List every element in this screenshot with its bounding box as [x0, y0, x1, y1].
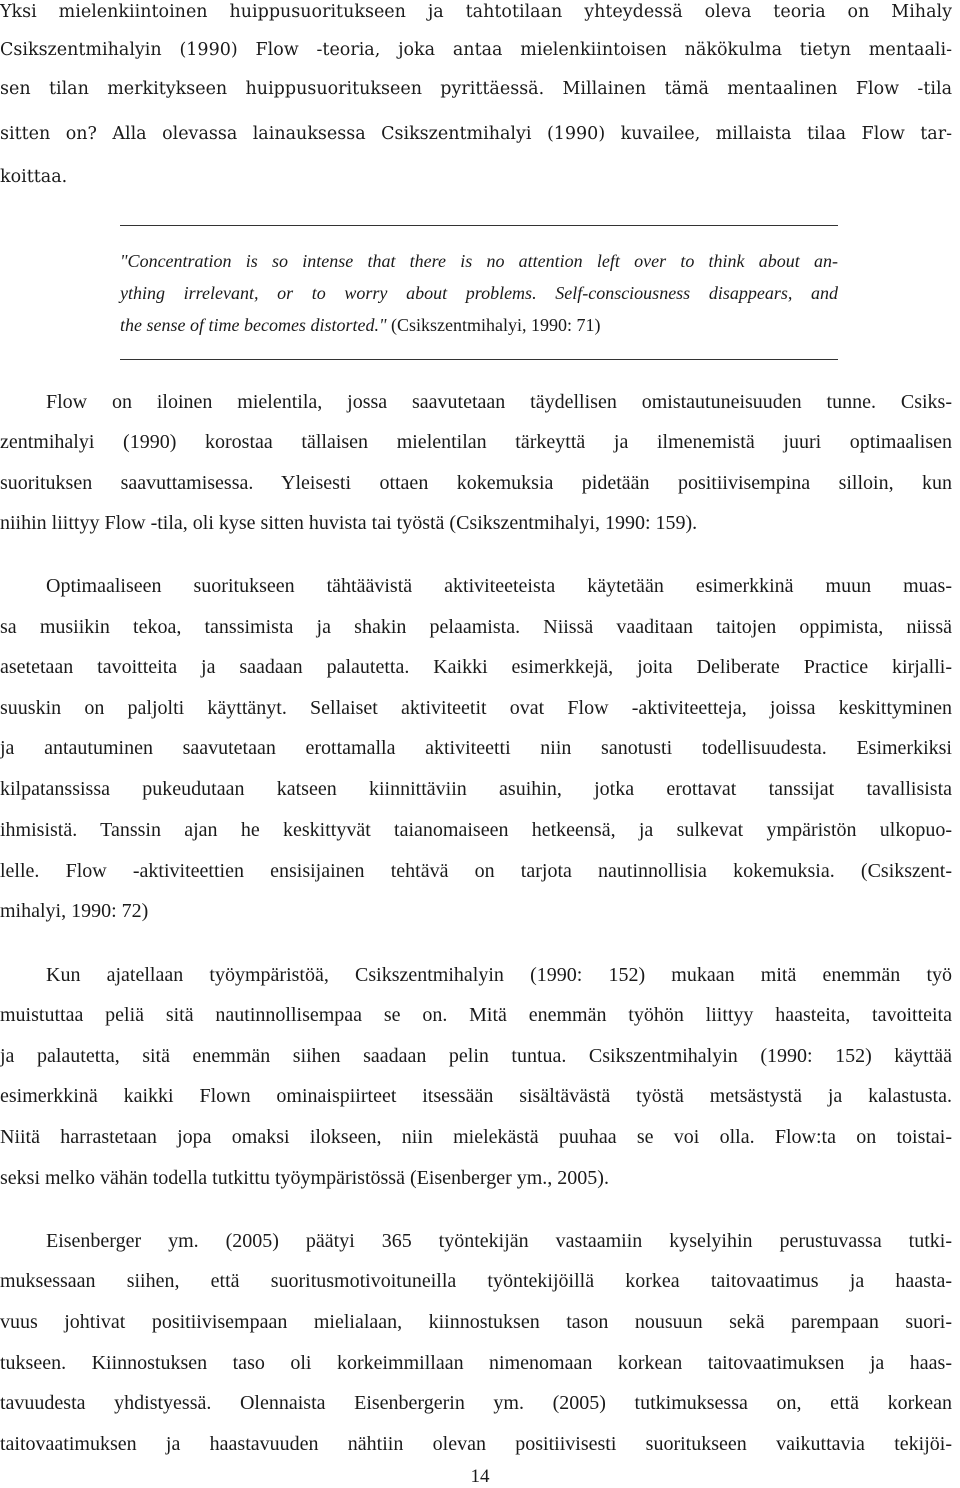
quote-line: the sense of time becomes distorted." [120, 315, 387, 335]
quote-top-rule [120, 225, 838, 226]
paragraph-line: Kun ajatellaan työympäristöä, Csikszentmihalyin (1990: 152) mukaan mitä enemmän työ [46, 964, 952, 986]
page-number: 14 [470, 1466, 490, 1487]
paragraph-line: asetetaan tavoitteita ja saadaan palautetta. Kaikki esimerkkejä, joita Deliberate Practice kirjalli- [0, 656, 952, 678]
paragraph-line: mihalyi, 1990: 72) [0, 900, 149, 922]
paragraph-line: vuus johtivat positiivisempaan mielialaan, kiinnostuksen tason nousuun sekä parempaan suori- [0, 1311, 952, 1333]
paragraph-line: Eisenberger ym. (2005) päätyi 365 työntekijän vastaamiin kyselyihin perustuvassa tutki- [46, 1230, 952, 1252]
paragraph-line: ja palautetta, sitä enemmän siihen saadaan pelin tuntua. Csikszentmihalyin (1990: 152) käyttää [0, 1045, 952, 1067]
intro-line: Yksi mielenkiintoinen huippusuoritukseen ja tahtotilaan yhteydessä oleva teoria on Mihaly [0, 2, 952, 22]
paragraph-line: muistuttaa peliä sitä nautinnollisempaa se on. Mitä enemmän työhön liittyy haasteita, tavoitteita [0, 1004, 952, 1026]
intro-line: koittaa. [0, 167, 68, 187]
quote-citation: (Csikszentmihalyi, 1990: 71) [391, 315, 601, 335]
paragraph-line: taitovaatimuksen ja haastavuuden nähtiin olevan positiivisesti suoritukseen vaikuttavia tekijöi- [0, 1433, 952, 1455]
paragraph-line: niihin liittyy Flow -tila, oli kyse sitten huvista tai työstä (Csikszentmihalyi, 1990: 159). [0, 512, 698, 534]
paragraph-line: tavuudesta yhdistyessä. Olennaista Eisenbergerin ym. (2005) tutkimuksessa on, että korkean [0, 1392, 952, 1414]
paragraph-line: esimerkkinä kaikki Flown ominaispiirteet itsessään sisältävästä työstä metsästystä ja kalastusta. [0, 1085, 952, 1107]
paragraph-line: suuskin on paljolti käyttänyt. Sellaiset aktiviteetit ovat Flow -aktiviteetteja, joissa keskittyminen [0, 697, 952, 719]
paragraph-line: seksi melko vähän todella tutkittu työympäristössä (Eisenberger ym., 2005). [0, 1167, 609, 1189]
intro-line: sitten on? Alla olevassa lainauksessa Csikszentmihalyi (1990) kuvailee, millaista tilaa Flow tar- [0, 124, 952, 144]
paragraph-line: tukseen. Kiinnostuksen taso oli korkeimmillaan nimenomaan korkean taitovaatimuksen ja haas- [0, 1352, 952, 1374]
quote-bottom-rule [120, 359, 838, 360]
quote-line: "Concentration is so intense that there is no attention left over to think about an- [120, 251, 838, 271]
paragraph-line: Optimaaliseen suoritukseen tähtäävistä aktiviteeteista käytetään esimerkkinä muun muas- [46, 575, 952, 597]
paragraph-line: ihmisistä. Tanssin ajan he keskittyvät taianomaiseen hetkeensä, ja sulkevat ympäristön ulkopuo- [0, 819, 952, 841]
paragraph-line: kilpatanssissa pukeudutaan katseen kiinnittäviin asuihin, jotka erottavat tanssijat tavallisista [0, 778, 952, 800]
paragraph-line: muksessaan siihen, että suoritusmotivoituneilla työntekijöillä korkea taitovaatimus ja haasta- [0, 1270, 952, 1292]
quote-line: ything irrelevant, or to worry about problems. Self-consciousness disappears, and [120, 283, 838, 303]
intro-line: Csikszentmihalyin (1990) Flow -teoria, joka antaa mielenkiintoisen näkökulma tietyn mentaali- [0, 40, 952, 60]
paragraph-line: Flow on iloinen mielentila, jossa saavutetaan täydellisen omistautuneisuuden tunne. Csiks- [46, 391, 952, 413]
paragraph-line: suorituksen saavuttamisessa. Yleisesti ottaen kokemuksia pidetään positiivisempina silloin, kun [0, 472, 952, 494]
paragraph-line: lelle. Flow -aktiviteettien ensisijainen tehtävä on tarjota nautinnollisia kokemuksia. (Csikszent- [0, 860, 952, 882]
paragraph-line: Niitä harrastetaan jopa omaksi ilokseen, niin mielekästä puuhaa se voi olla. Flow:ta on toistai- [0, 1126, 952, 1148]
paragraph-line: sa musiikin tekoa, tanssimista ja shakin pelaamista. Niissä vaaditaan taitojen oppimista, niissä [0, 616, 952, 638]
paragraph-line: zentmihalyi (1990) korostaa tällaisen mielentilan tärkeyttä ja ilmenemistä juuri optimaalisen [0, 431, 952, 453]
quote-line-last [120, 310, 838, 340]
intro-line: sen tilan merkitykseen huippusuoritukseen pyrittäessä. Millainen tämä mentaalinen Flow -tila [0, 79, 952, 99]
paragraph-line: ja antautuminen saavutetaan erottamalla aktiviteetti niin sanotusti todellisuudesta. Esimerkiksi [0, 737, 952, 759]
